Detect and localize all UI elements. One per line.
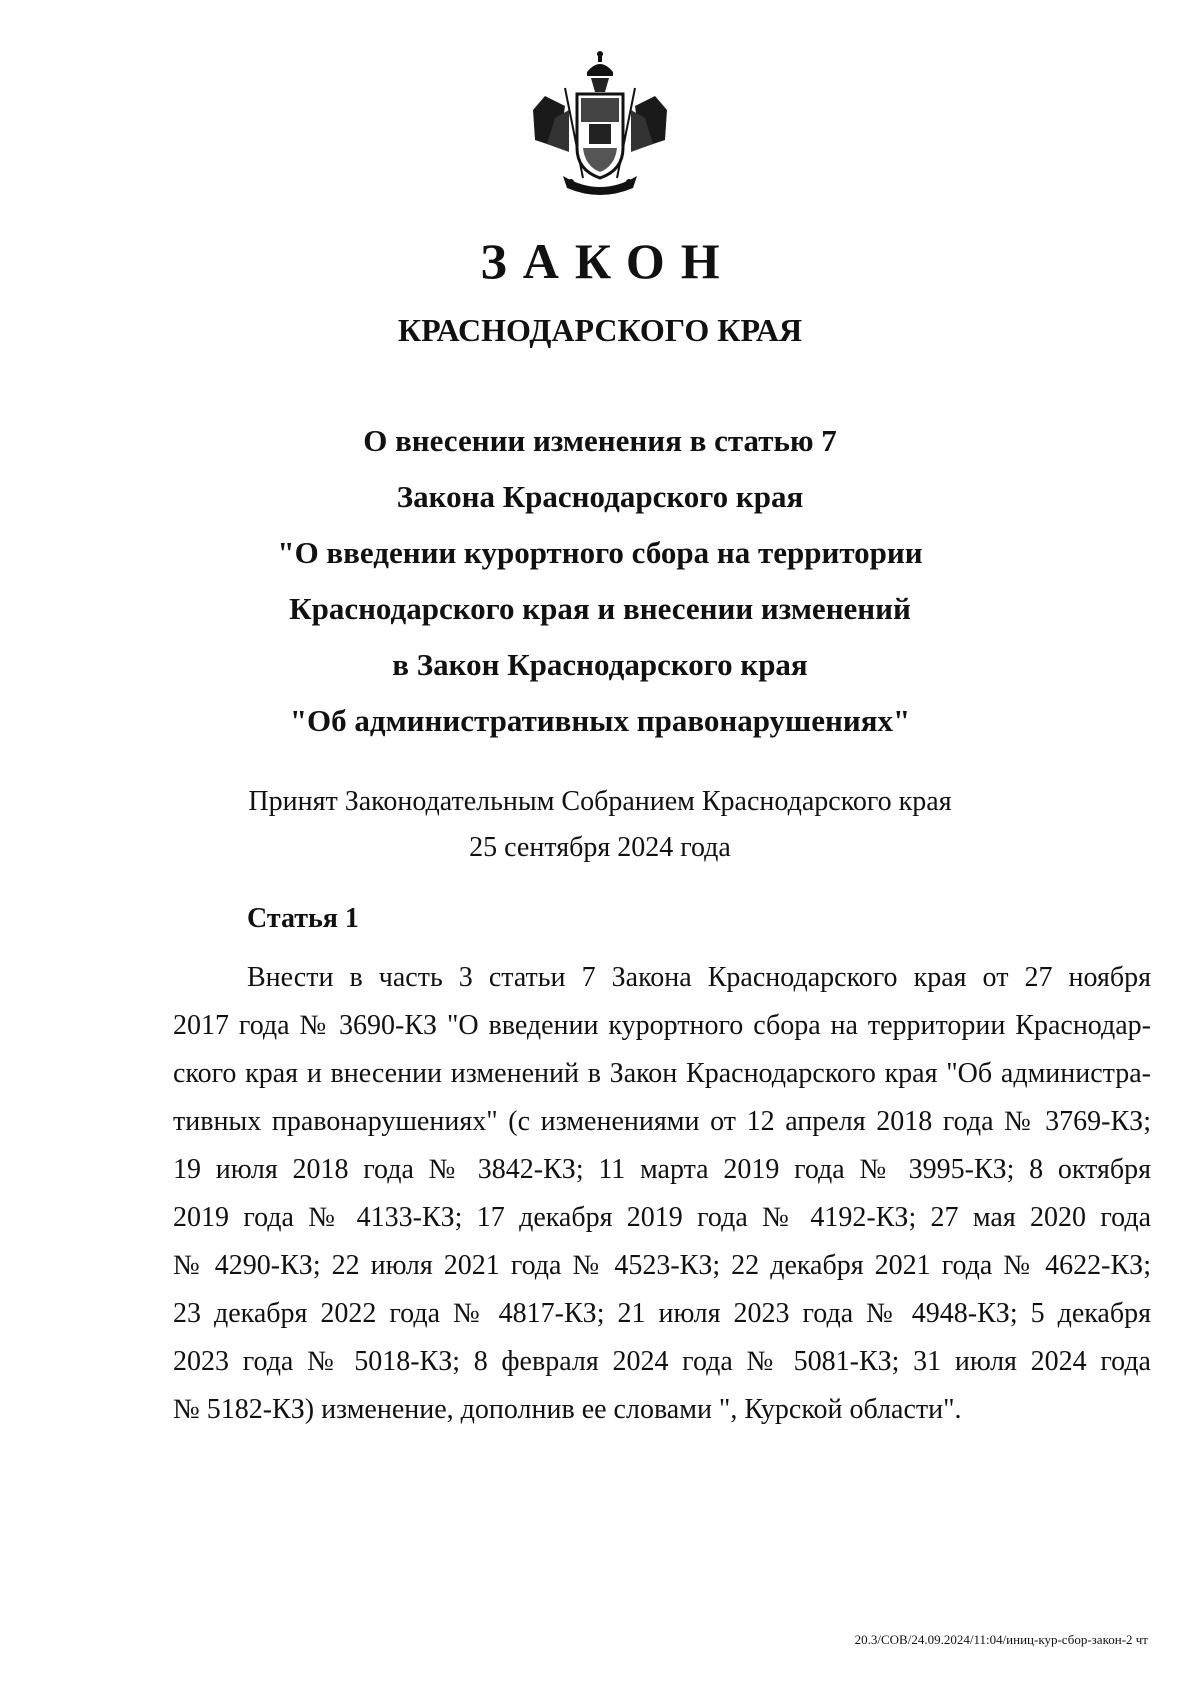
document-title: ЗАКОН (480, 233, 736, 289)
law-name-line: "Об административных правонарушениях" (289, 703, 911, 738)
law-name-line: О внесении изменения в статью 7 (363, 423, 837, 458)
article-body (173, 954, 1151, 1434)
law-name (100, 413, 1100, 749)
law-name-line: Краснодарского края и внесении изменений (289, 591, 911, 626)
law-name-line: Закона Краснодарского края (396, 479, 804, 514)
document-subtitle: КРАСНОДАРСКОГО КРАЯ (397, 312, 803, 348)
article-line: 19 июля 2018 года № 3842-КЗ; 11 марта 2019 года № 3995-КЗ; 8 октября (173, 1154, 1151, 1185)
article-heading: Статья 1 (247, 903, 359, 934)
article-line: ского края и внесении изменений в Закон Краснодарского края "Об администра- (173, 1058, 1151, 1089)
article-line: 2017 года № 3690-КЗ "О введении курортного сбора на территории Краснодар- (173, 1010, 1151, 1041)
adoption-date: 25 сентября 2024 года (469, 832, 731, 863)
krasnodar-coat-of-arms-icon (525, 48, 675, 198)
law-name-line: в Закон Краснодарского края (392, 647, 808, 682)
adoption-line: Принят Законодательным Собранием Краснодарского края (248, 786, 952, 817)
article-line: 2023 года № 5018-КЗ; 8 февраля 2024 года № 5081-КЗ; 31 июля 2024 года (173, 1346, 1151, 1377)
article-line: тивных правонарушениях" (с изменениями от 12 апреля 2018 года № 3769-КЗ; (173, 1106, 1151, 1137)
law-name-line: "О введении курортного сбора на территории (277, 535, 923, 570)
adoption-note (60, 779, 1140, 871)
article-line: 2019 года № 4133-КЗ; 17 декабря 2019 года № 4192-КЗ; 27 мая 2020 года (173, 1202, 1151, 1233)
article-line: № 5182-КЗ) изменение, дополнив ее словами ", Курской области". (173, 1394, 962, 1425)
article-line: 23 декабря 2022 года № 4817-КЗ; 21 июля 2023 года № 4948-КЗ; 5 декабря (173, 1298, 1151, 1329)
article-line: № 4290-КЗ; 22 июля 2021 года № 4523-КЗ; 22 декабря 2021 года № 4622-КЗ; (173, 1250, 1151, 1281)
article-line: Внести в часть 3 статьи 7 Закона Краснодарского края от 27 ноября (247, 962, 1151, 993)
document-reference: 20.3/СОВ/24.09.2024/11:04/иниц-кур-сбор-закон-2 чт (854, 1632, 1148, 1647)
